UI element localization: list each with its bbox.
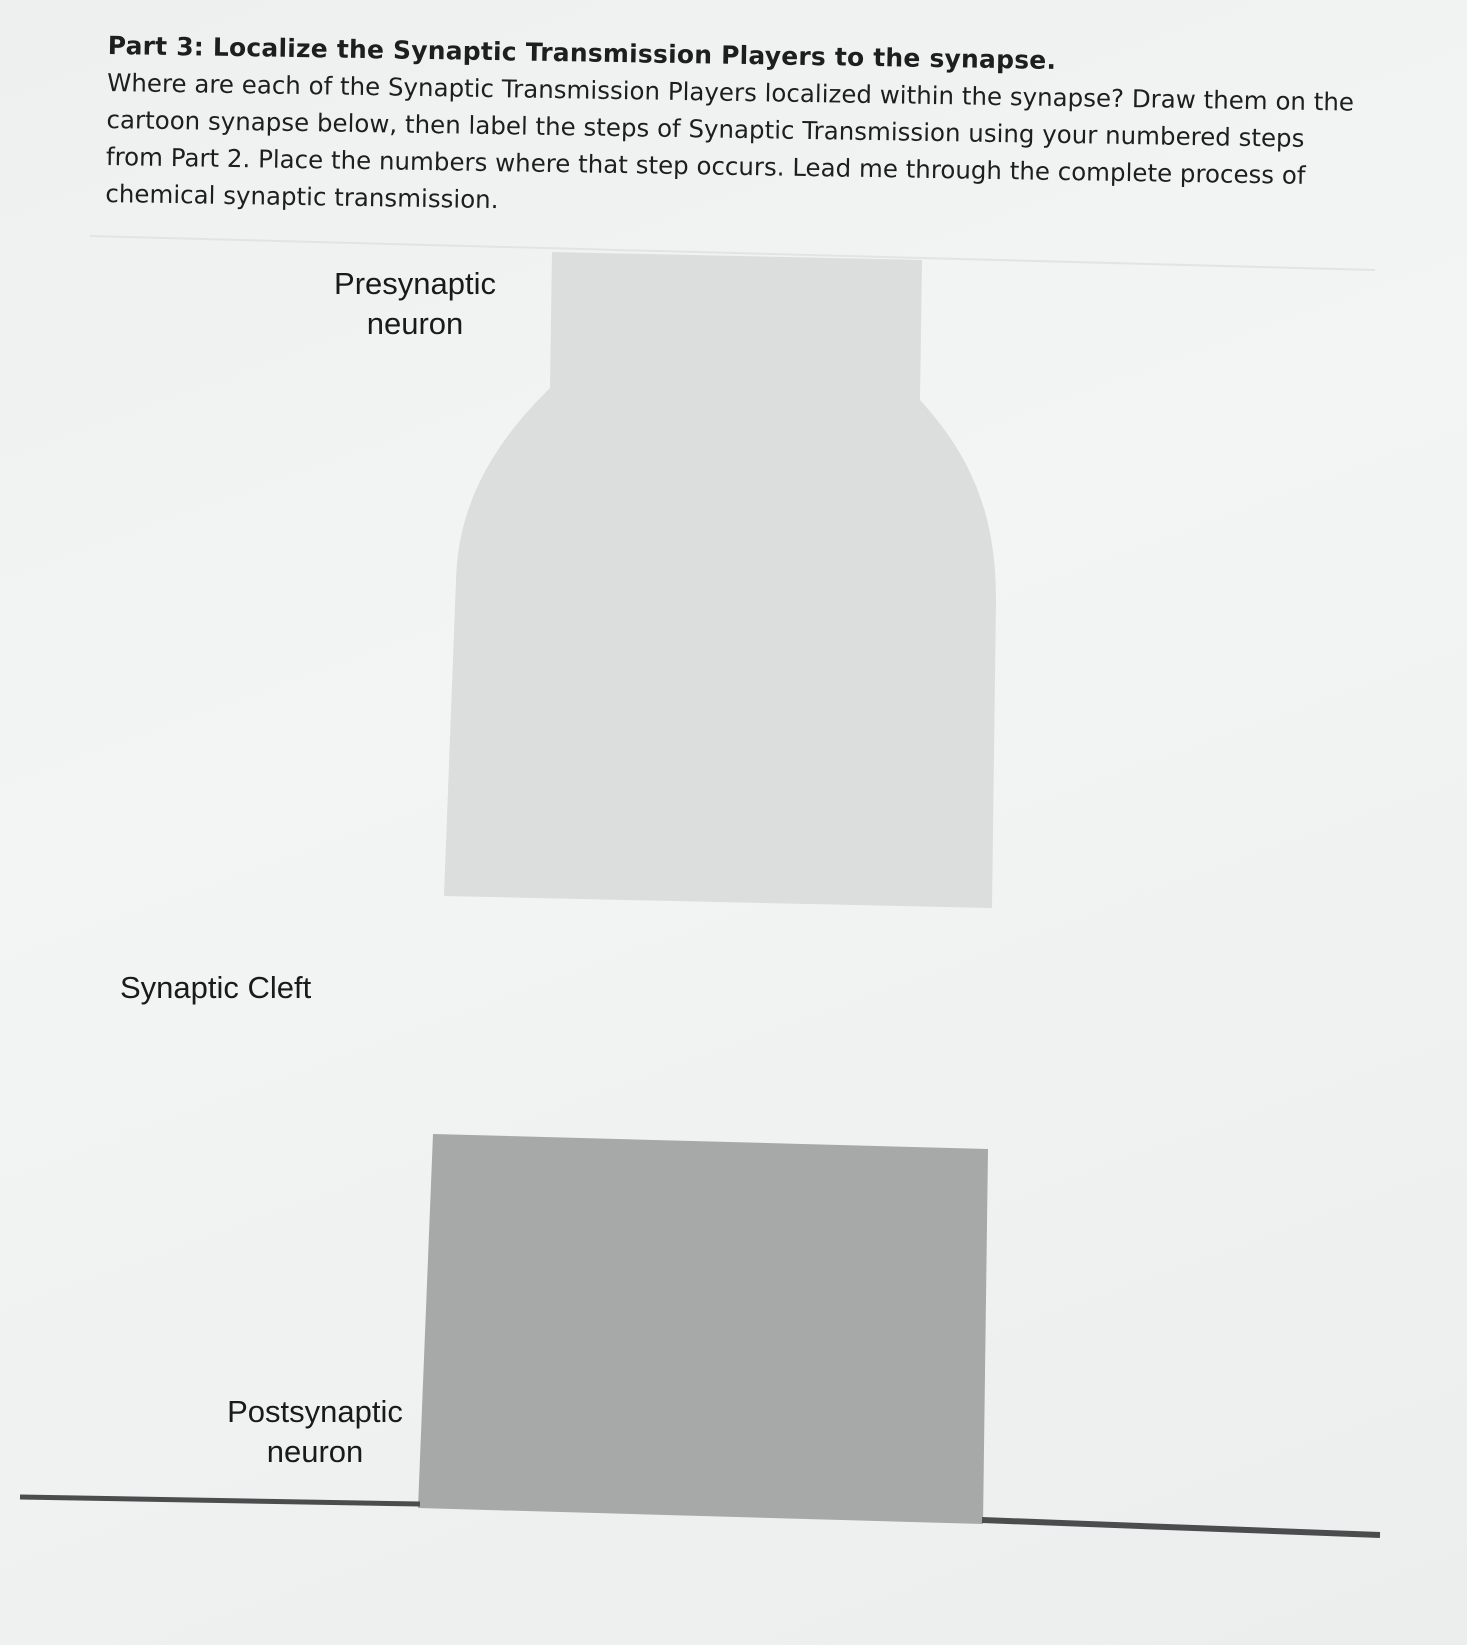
- presynaptic-label-line2: neuron: [366, 306, 464, 341]
- postsynaptic-neuron-shape: [418, 1134, 988, 1524]
- presynaptic-neuron-shape: [444, 252, 996, 908]
- baseline-left: [20, 1497, 420, 1504]
- part-title: Part 3: Localize the Synaptic Transmission Players to the synapse.: [107, 30, 1057, 75]
- synaptic-cleft-label: Synaptic Cleft: [120, 970, 312, 1005]
- presynaptic-label: [310, 264, 520, 344]
- postsynaptic-label-line2: neuron: [266, 1434, 364, 1469]
- postsynaptic-label-line1: Postsynaptic: [227, 1394, 403, 1429]
- baseline-right: [982, 1520, 1380, 1535]
- instructions-text: Where are each of the Synaptic Transmission Players localized within the synapse? Draw them on the cartoon synapse below, then label the steps of Synaptic Transmission using your numbered steps from Part 2. Place the numbers where that step occurs. Lead me through the complete process of chemical synaptic transmission.: [105, 67, 1355, 215]
- postsynaptic-label: [205, 1392, 425, 1472]
- presynaptic-label-line1: Presynaptic: [334, 266, 496, 301]
